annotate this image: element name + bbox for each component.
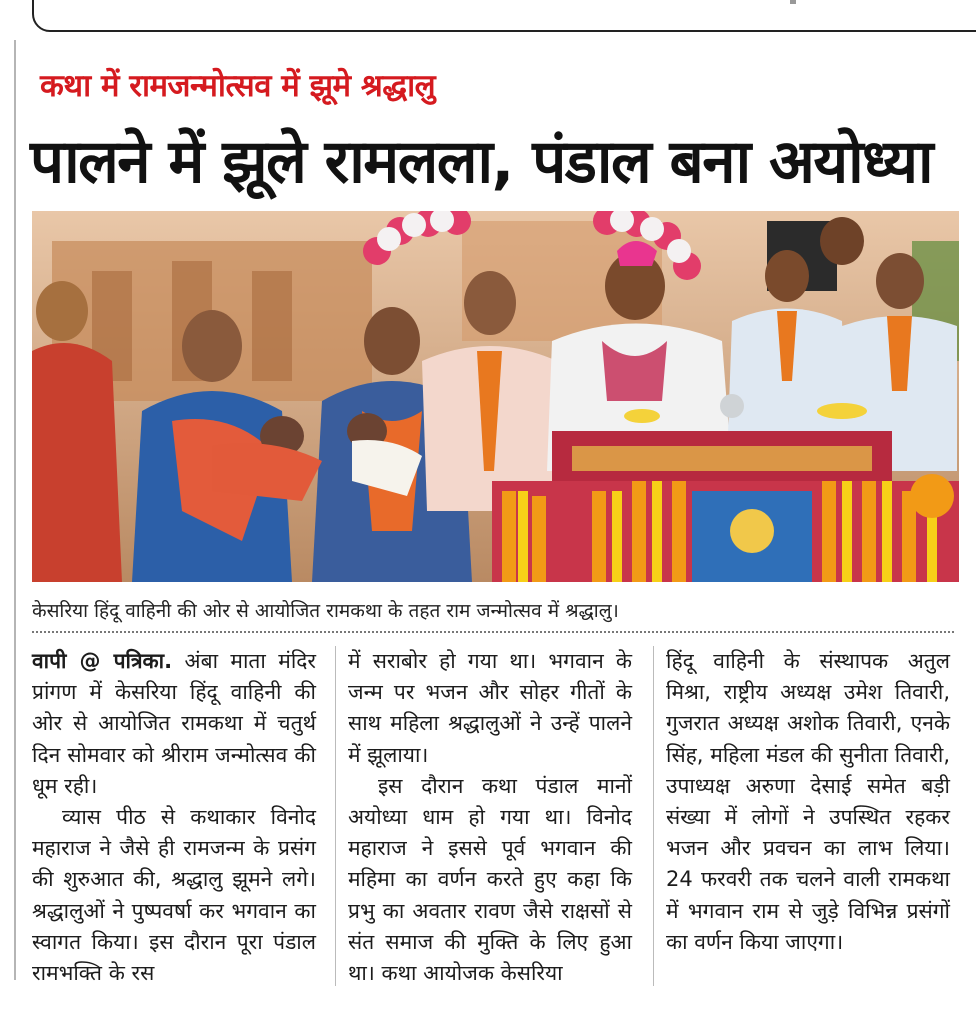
article-column-1 — [32, 646, 316, 989]
column-divider — [335, 646, 336, 986]
paragraph — [32, 646, 316, 802]
caption-divider — [32, 631, 954, 633]
previous-article-box — [32, 0, 976, 32]
article-column-3 — [666, 646, 950, 958]
paragraph: में सराबोर हो गया था। भगवान के जन्म पर भजन और सोहर गीतों के साथ महिला श्रद्धालुओं ने उन्हें पालने में झूलाया। — [348, 649, 632, 767]
previous-article-mark — [790, 0, 796, 4]
paragraph: व्यास पीठ से कथाकार विनोद महाराज ने जैसे ही रामजन्म के प्रसंग की शुरुआत की, श्रद्धालु झूमने लगे। श्रद्धालुओं ने पुष्पवर्षा कर भगवान का स्वागत किया। इस दौरान पूरा पंडाल रामभक्ति के रस — [32, 805, 316, 986]
paragraph: हिंदू वाहिनी के संस्थापक अतुल मिश्रा, राष्ट्रीय अध्यक्ष उमेश तिवारी, गुजरात अध्यक्ष अशोक तिवारी, एनके सिंह, महिला मंडल की सुनीता तिवारी, उपाध्यक्ष अरुणा देसाई समेत बड़ी संख्या में लोगों ने उपस्थित रहकर भजन और प्रवचन का लाभ लिया। 24 फरवरी तक चलने वाली रामकथा में भगवान राम से जुड़े विभिन्न प्रसंगों का वर्णन किया जाएगा। — [666, 649, 950, 954]
paragraph-text: अंबा माता मंदिर प्रांगण में केसरिया हिंदू वाहिनी की ओर से आयोजित रामकथा में चतुर्थ दिन सोमवार को श्रीराम जन्मोत्सव की धूम रही। — [32, 649, 316, 798]
column-divider — [653, 646, 654, 986]
article-photo — [32, 211, 959, 582]
dateline: वापी @ पत्रिका. — [32, 649, 173, 673]
article-column-2 — [348, 646, 632, 989]
article-kicker: कथा में रामजन्मोत्सव में झूमे श्रद्धालु — [40, 68, 436, 104]
paragraph: इस दौरान कथा पंडाल मानों अयोध्या धाम हो गया था। विनोद महाराज ने इससे पूर्व भगवान की महिमा का वर्णन करते हुए कहा कि प्रभु का अवतार रावण जैसे राक्षसों से संत समाज की मुक्ति के लिए हुआ था। कथा आयोजक केसरिया — [348, 773, 632, 986]
article-headline: पालने में झूले रामलला, पंडाल बना अयोध्या — [30, 127, 933, 197]
photo-caption: केसरिया हिंदू वाहिनी की ओर से आयोजित रामकथा के तहत राम जन्मोत्सव में श्रद्धालु। — [32, 600, 619, 622]
page-left-rule — [14, 40, 16, 980]
